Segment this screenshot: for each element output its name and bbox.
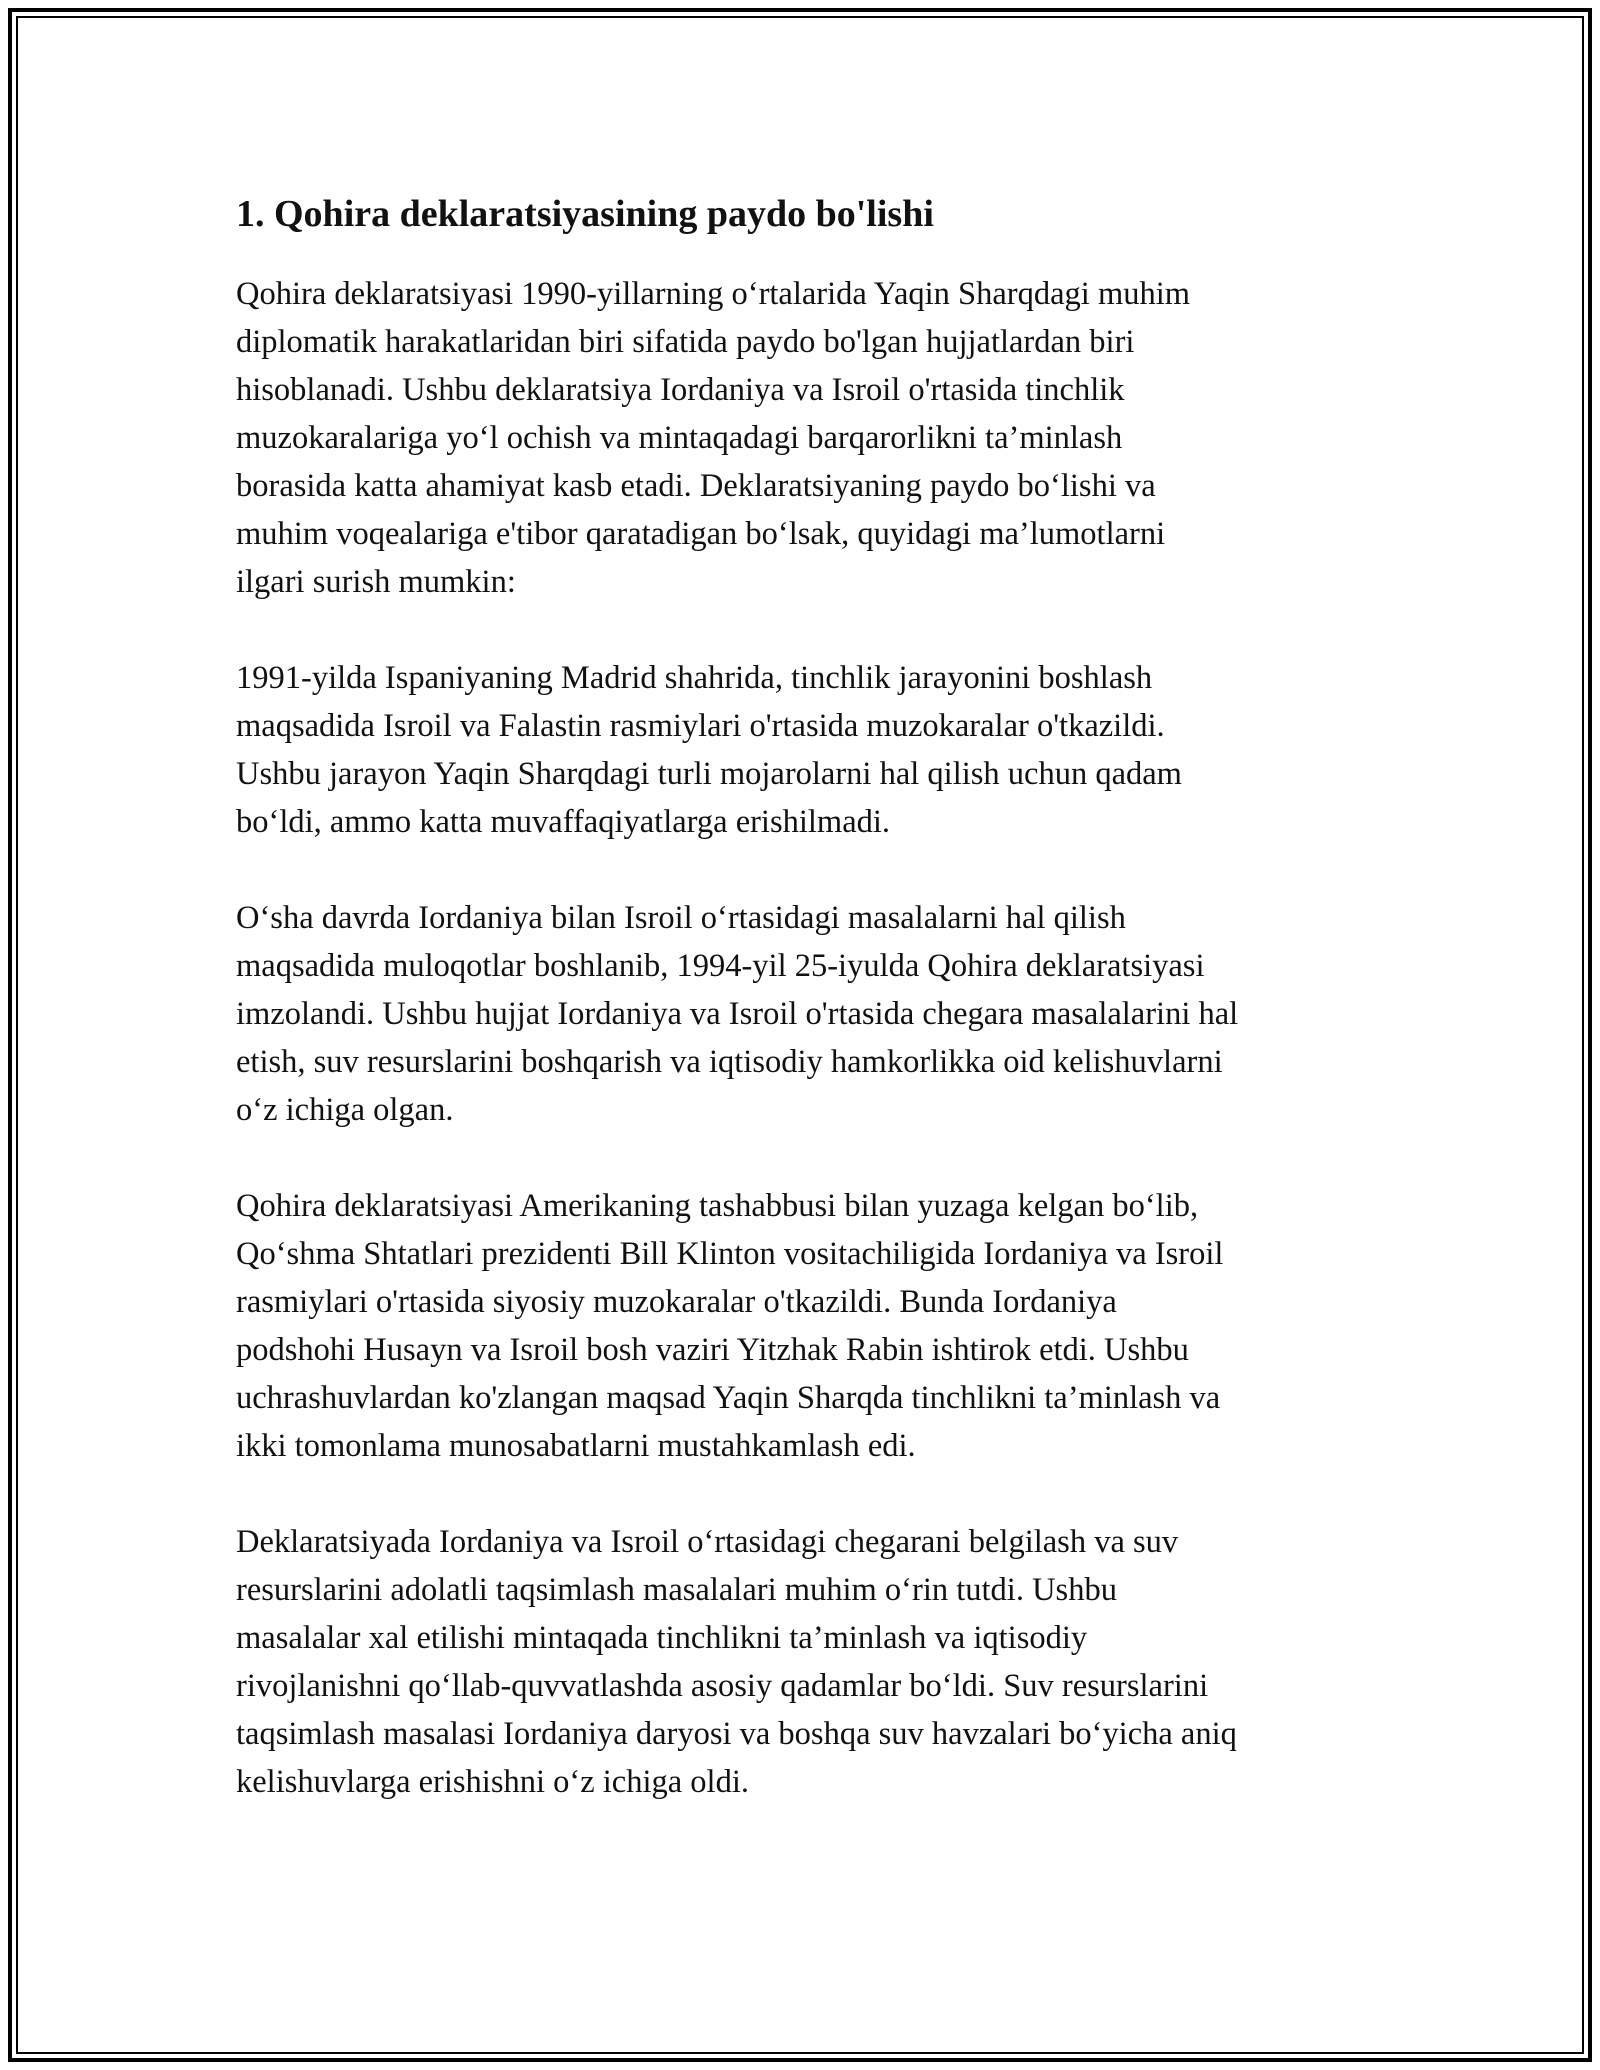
text-line: maqsadida muloqotlar boshlanib, 1994-yil 25-iyulda Qohira deklaratsiyasi <box>236 948 1205 984</box>
text-line: hisoblanadi. Ushbu deklaratsiya Iordaniya va Isroil o'rtasida tinchlik <box>236 372 1125 408</box>
text-line: borasida katta ahamiyat kasb etadi. Deklaratsiyaning paydo bo‘lishi va <box>236 468 1156 504</box>
text-line: Ushbu jarayon Yaqin Sharqdagi turli mojarolarni hal qilish uchun qadam <box>236 756 1182 792</box>
text-line: ikki tomonlama munosabatlarni mustahkamlash edi. <box>236 1428 916 1464</box>
text-line: diplomatik harakatlaridan biri sifatida paydo bo'lgan hujjatlardan biri <box>236 324 1135 360</box>
text-line: muhim voqealariga e'tibor qaratadigan bo‘lsak, quyidagi ma’lumotlarni <box>236 516 1166 552</box>
text-line: O‘sha davrda Iordaniya bilan Isroil o‘rtasidagi masalalarni hal qilish <box>236 900 1126 936</box>
text-line: etish, suv resurslarini boshqarish va iqtisodiy hamkorlikka oid kelishuvlarni <box>236 1044 1223 1080</box>
text-line: rasmiylari o'rtasida siyosiy muzokaralar o'tkazildi. Bunda Iordaniya <box>236 1284 1117 1320</box>
text-line: Qo‘shma Shtatlari prezidenti Bill Klinton vositachiligida Iordaniya va Isroil <box>236 1236 1224 1272</box>
paragraph-5 <box>236 1518 1386 1806</box>
text-line: uchrashuvlardan ko'zlangan maqsad Yaqin Sharqda tinchlikni ta’minlash va <box>236 1380 1221 1416</box>
text-line: Deklaratsiyada Iordaniya va Isroil o‘rtasidagi chegarani belgilash va suv <box>236 1524 1179 1560</box>
text-line: imzolandi. Ushbu hujjat Iordaniya va Isroil o'rtasida chegara masalalarini hal <box>236 996 1239 1032</box>
text-line: ilgari surish mumkin: <box>236 564 516 600</box>
text-line: podshohi Husayn va Isroil bosh vaziri Yitzhak Rabin ishtirok etdi. Ushbu <box>236 1332 1189 1368</box>
text-line: Qohira deklaratsiyasi Amerikaning tashabbusi bilan yuzaga kelgan bo‘lib, <box>236 1188 1199 1224</box>
text-line: resurslarini adolatli taqsimlash masalalari muhim o‘rin tutdi. Ushbu <box>236 1572 1117 1608</box>
text-line: masalalar xal etilishi mintaqada tinchlikni ta’minlash va iqtisodiy <box>236 1620 1088 1656</box>
text-line: taqsimlash masalasi Iordaniya daryosi va boshqa suv havzalari bo‘yicha aniq <box>236 1716 1237 1752</box>
text-line: muzokaralariga yo‘l ochish va mintaqadagi barqarorlikni ta’minlash <box>236 420 1123 456</box>
text-line: 1991-yilda Ispaniyaning Madrid shahrida, tinchlik jarayonini boshlash <box>236 660 1153 696</box>
text-line: maqsadida Isroil va Falastin rasmiylari o'rtasida muzokaralar o'tkazildi. <box>236 708 1165 744</box>
section-heading: 1. Qohira deklaratsiyasining paydo bo'lishi <box>236 193 934 235</box>
paragraph-4 <box>236 1182 1386 1470</box>
text-line: kelishuvlarga erishishni o‘z ichiga oldi. <box>236 1764 749 1800</box>
paragraph-1 <box>236 270 1386 606</box>
text-line: rivojlanishni qo‘llab-quvvatlashda asosiy qadamlar bo‘ldi. Suv resurslarini <box>236 1668 1209 1704</box>
text-line: o‘z ichiga olgan. <box>236 1092 454 1128</box>
document-body <box>236 188 1386 1854</box>
paragraph-2 <box>236 654 1386 846</box>
paragraph-3 <box>236 894 1386 1134</box>
text-line: bo‘ldi, ammo katta muvaffaqiyatlarga erishilmadi. <box>236 804 891 840</box>
text-line: Qohira deklaratsiyasi 1990-yillarning o‘rtalarida Yaqin Sharqdagi muhim <box>236 276 1191 312</box>
